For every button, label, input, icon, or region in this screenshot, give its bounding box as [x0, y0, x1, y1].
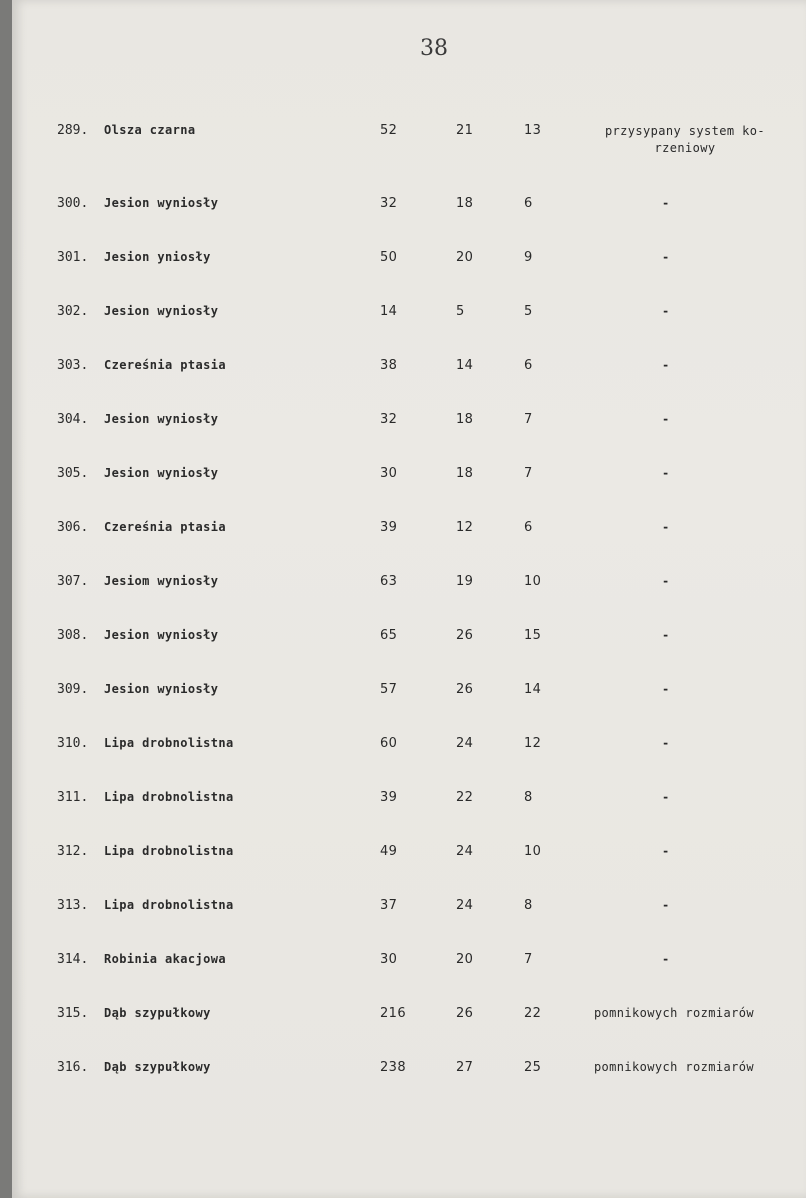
- table-row: [12, 520, 806, 550]
- value-3: 7: [524, 466, 533, 481]
- row-number: 309.: [57, 682, 89, 697]
- value-3: 25: [524, 1060, 542, 1075]
- row-number: 303.: [57, 358, 89, 373]
- remark: pomnikowych rozmiarów: [593, 1060, 755, 1074]
- tree-name: Dąb szypułkowy: [104, 1006, 211, 1020]
- value-1: 57: [380, 682, 398, 697]
- value-3: 12: [524, 736, 542, 751]
- tree-name: Jesiom wyniosły: [104, 574, 219, 588]
- value-1: 39: [380, 520, 398, 535]
- value-3: 5: [524, 304, 533, 319]
- remark: -: [662, 790, 670, 804]
- table-row: [12, 898, 806, 928]
- value-3: 8: [524, 790, 533, 805]
- row-number: 289.: [57, 123, 89, 138]
- table-row: [12, 1006, 806, 1036]
- remark: -: [662, 628, 670, 642]
- value-2: 26: [456, 682, 474, 697]
- value-2: 5: [456, 304, 465, 319]
- table-row: [12, 466, 806, 496]
- remark: -: [662, 412, 670, 426]
- value-1: 38: [380, 358, 398, 373]
- tree-name: Robinia akacjowa: [104, 952, 226, 966]
- tree-name: Jesion wyniosły: [104, 196, 219, 210]
- remark: -: [662, 196, 670, 210]
- value-2: 18: [456, 466, 474, 481]
- value-2: 20: [456, 952, 474, 967]
- value-1: 50: [380, 250, 398, 265]
- value-3: 14: [524, 682, 542, 697]
- value-3: 6: [524, 520, 533, 535]
- value-3: 8: [524, 898, 533, 913]
- value-1: 32: [380, 196, 398, 211]
- row-number: 307.: [57, 574, 89, 589]
- row-number: 314.: [57, 952, 89, 967]
- remark: -: [662, 682, 670, 696]
- table-row: [12, 412, 806, 442]
- row-number: 310.: [57, 736, 89, 751]
- value-2: 24: [456, 736, 474, 751]
- table-row: [12, 196, 806, 226]
- table-row: [12, 358, 806, 388]
- row-number: 300.: [57, 196, 89, 211]
- value-2: 20: [456, 250, 474, 265]
- table-row: [12, 790, 806, 820]
- value-3: 7: [524, 412, 533, 427]
- row-number: 306.: [57, 520, 89, 535]
- value-1: 65: [380, 628, 398, 643]
- value-1: 30: [380, 466, 398, 481]
- row-number: 315.: [57, 1006, 89, 1021]
- table-row: [12, 250, 806, 280]
- row-number: 316.: [57, 1060, 89, 1075]
- remark: -: [662, 844, 670, 858]
- tree-name: Jesion wyniosły: [104, 304, 219, 318]
- table-row: [12, 1060, 806, 1090]
- remark: -: [662, 520, 670, 534]
- row-number: 312.: [57, 844, 89, 859]
- value-3: 6: [524, 358, 533, 373]
- tree-name: Lipa drobnolistna: [104, 844, 234, 858]
- value-3: 10: [524, 574, 542, 589]
- value-1: 60: [380, 736, 398, 751]
- tree-name: Olsza czarna: [104, 123, 196, 137]
- value-1: 39: [380, 790, 398, 805]
- tree-name: Jesion wyniosły: [104, 466, 219, 480]
- value-1: 49: [380, 844, 398, 859]
- value-2: 19: [456, 574, 474, 589]
- page-number: 38: [420, 36, 448, 61]
- value-2: 18: [456, 196, 474, 211]
- table-row: [12, 574, 806, 604]
- value-3: 22: [524, 1006, 542, 1021]
- value-2: 12: [456, 520, 474, 535]
- value-3: 13: [524, 123, 542, 138]
- value-1: 216: [380, 1006, 407, 1021]
- tree-name: Lipa drobnolistna: [104, 790, 234, 804]
- table-row: [12, 123, 806, 153]
- value-1: 52: [380, 123, 398, 138]
- remark: pomnikowych rozmiarów: [593, 1006, 755, 1020]
- remark: -: [662, 466, 670, 480]
- table-row: [12, 736, 806, 766]
- value-1: 30: [380, 952, 398, 967]
- remark: -: [662, 574, 670, 588]
- table-row: [12, 682, 806, 712]
- value-1: 63: [380, 574, 398, 589]
- document-page: [12, 0, 806, 1198]
- value-1: 32: [380, 412, 398, 427]
- tree-name: Jesion wyniosły: [104, 628, 219, 642]
- value-2: 27: [456, 1060, 474, 1075]
- value-2: 26: [456, 1006, 474, 1021]
- table-row: [12, 952, 806, 982]
- value-3: 9: [524, 250, 533, 265]
- value-2: 21: [456, 123, 474, 138]
- value-2: 26: [456, 628, 474, 643]
- value-2: 18: [456, 412, 474, 427]
- remark: -: [662, 250, 670, 264]
- remark: -: [662, 736, 670, 750]
- tree-name: Lipa drobnolistna: [104, 898, 234, 912]
- row-number: 311.: [57, 790, 89, 805]
- remark: -: [662, 952, 670, 966]
- tree-name: Czereśnia ptasia: [104, 358, 226, 372]
- row-number: 313.: [57, 898, 89, 913]
- value-3: 6: [524, 196, 533, 211]
- remark: przysypany system ko-rzeniowy: [604, 124, 766, 155]
- row-number: 304.: [57, 412, 89, 427]
- remark: -: [662, 304, 670, 318]
- value-3: 10: [524, 844, 542, 859]
- tree-name: Czereśnia ptasia: [104, 520, 226, 534]
- value-2: 14: [456, 358, 474, 373]
- table-row: [12, 628, 806, 658]
- value-3: 15: [524, 628, 542, 643]
- value-3: 7: [524, 952, 533, 967]
- remark: -: [662, 358, 670, 372]
- value-2: 24: [456, 844, 474, 859]
- tree-name: Jesion wyniosły: [104, 412, 219, 426]
- tree-name: Dąb szypułkowy: [104, 1060, 211, 1074]
- table-row: [12, 304, 806, 334]
- remark: -: [662, 898, 670, 912]
- row-number: 305.: [57, 466, 89, 481]
- tree-name: Lipa drobnolistna: [104, 736, 234, 750]
- row-number: 301.: [57, 250, 89, 265]
- value-1: 238: [380, 1060, 407, 1075]
- tree-name: Jesion yniosły: [104, 250, 211, 264]
- value-1: 14: [380, 304, 398, 319]
- row-number: 302.: [57, 304, 89, 319]
- value-2: 24: [456, 898, 474, 913]
- value-1: 37: [380, 898, 398, 913]
- tree-name: Jesion wyniosły: [104, 682, 219, 696]
- row-number: 308.: [57, 628, 89, 643]
- table-row: [12, 844, 806, 874]
- value-2: 22: [456, 790, 474, 805]
